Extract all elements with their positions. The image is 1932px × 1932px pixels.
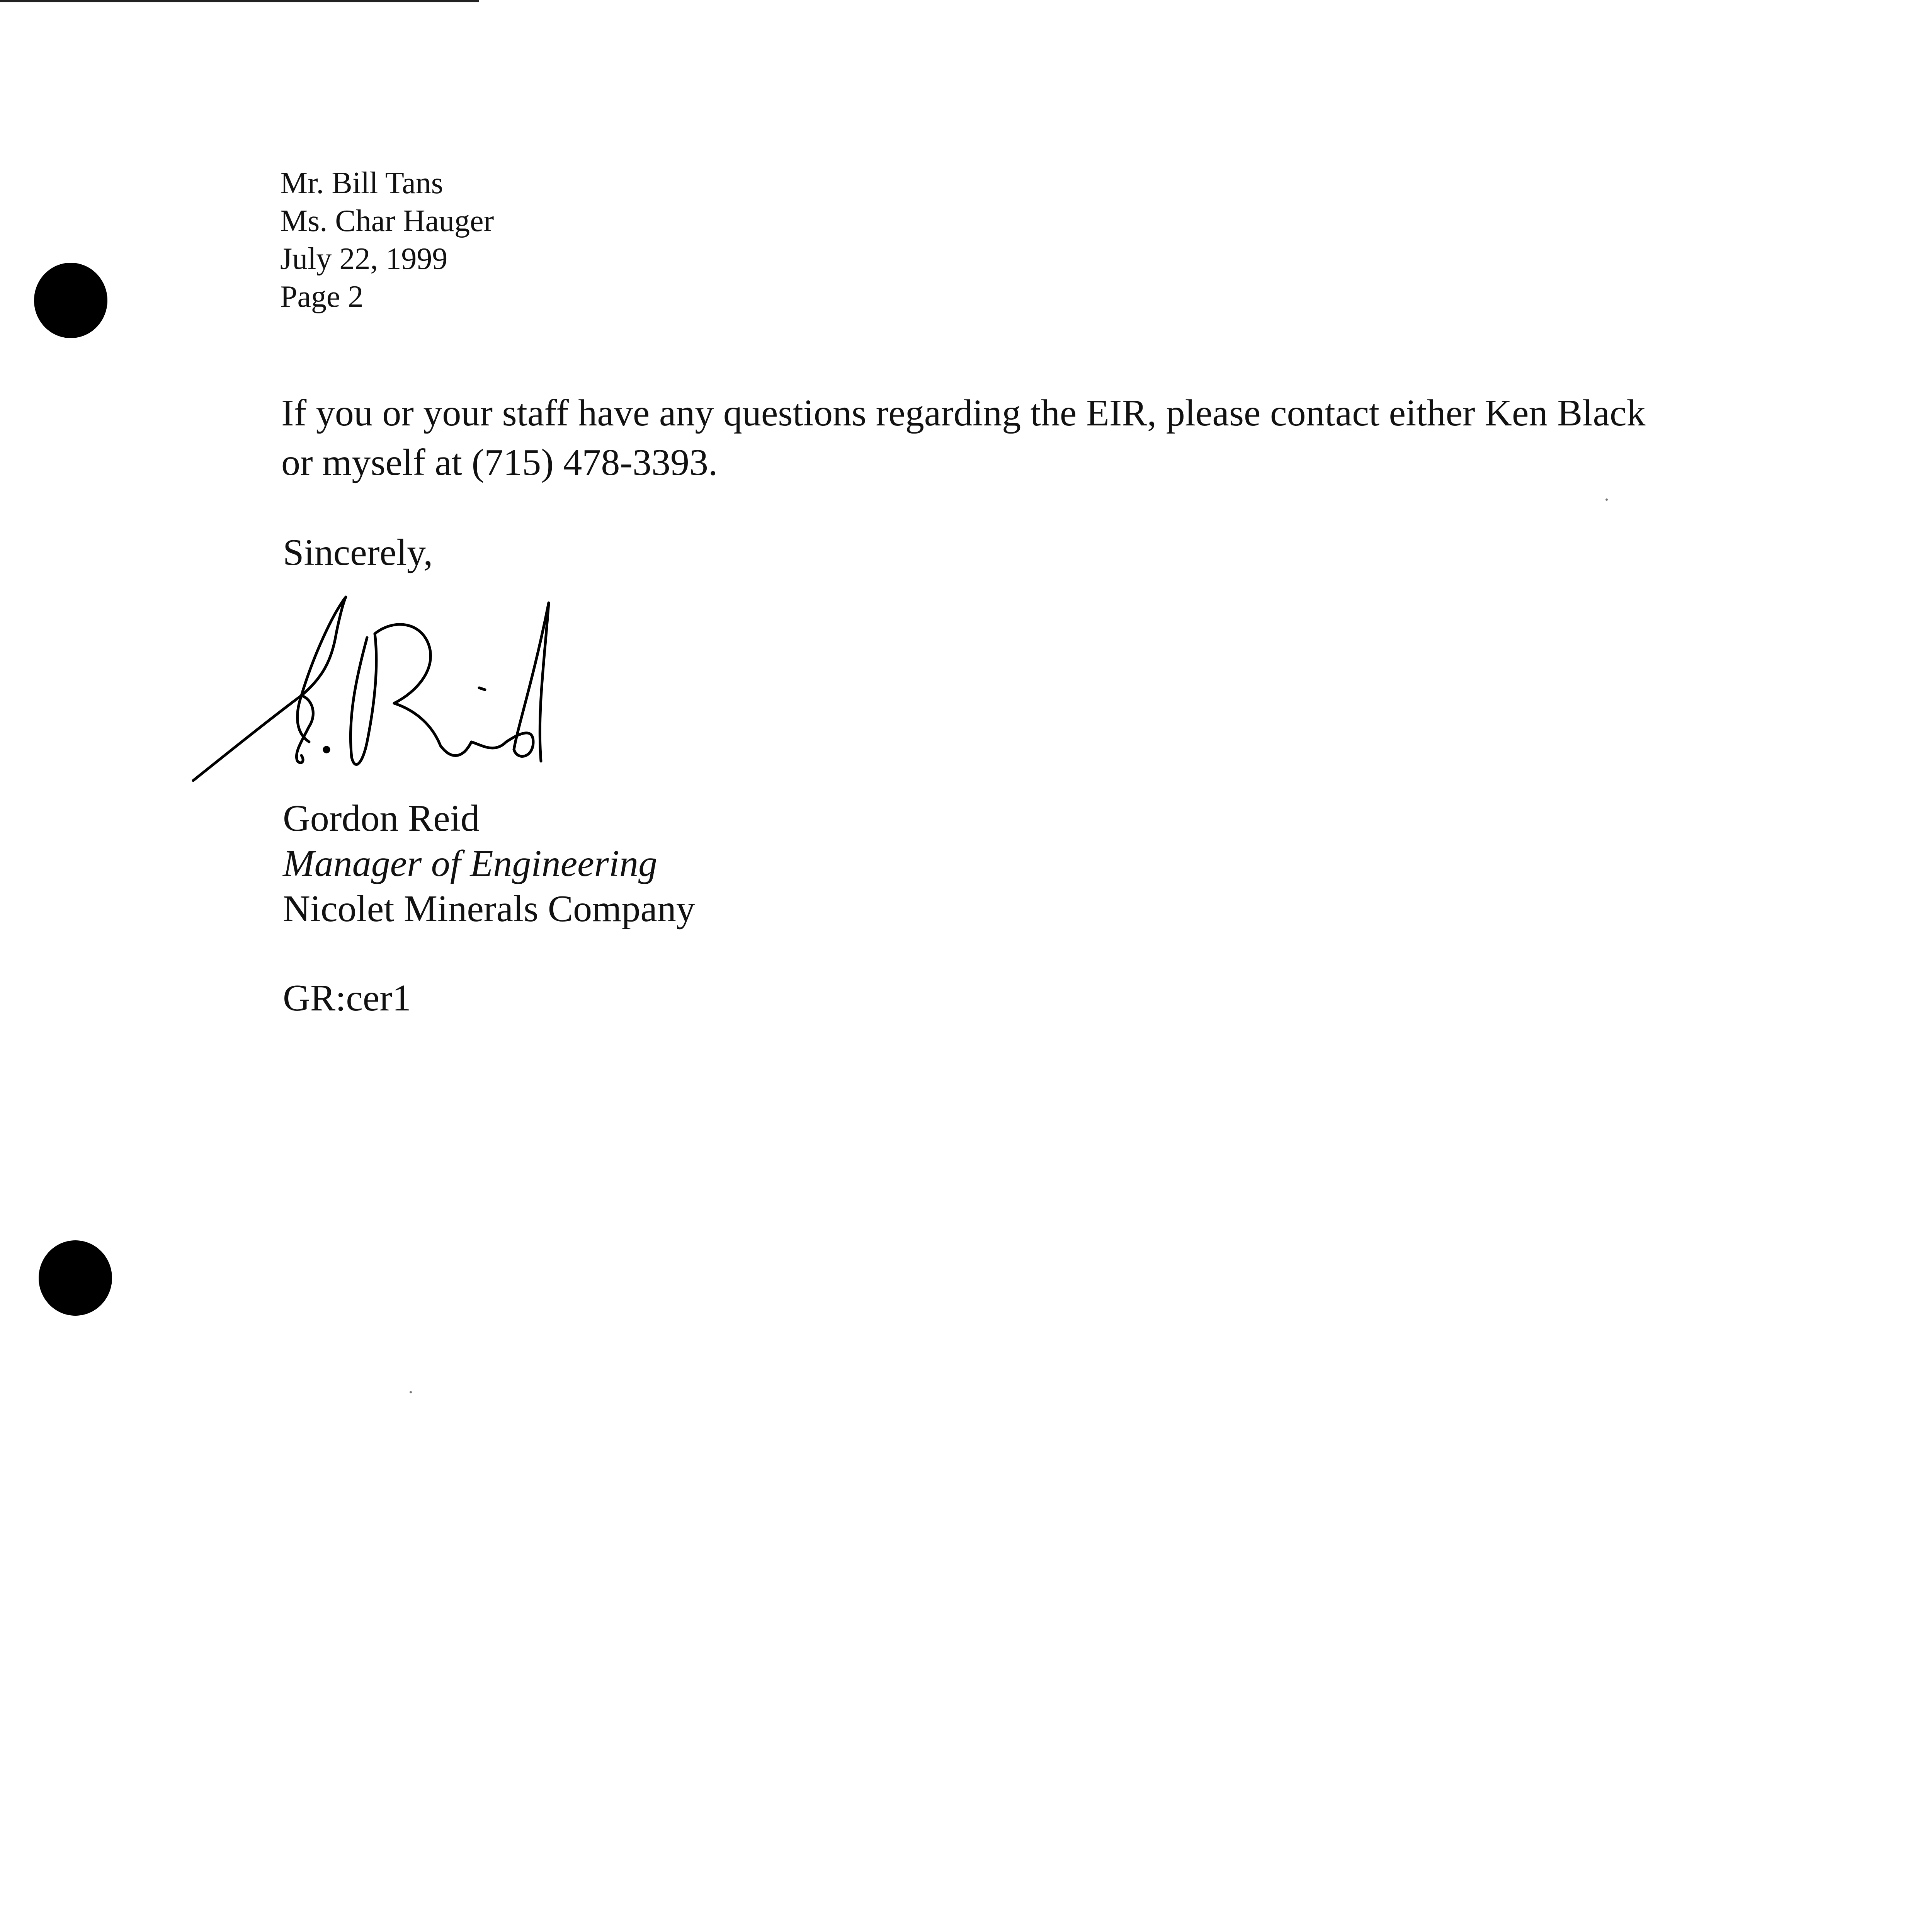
typist-initials: GR:cer1 xyxy=(283,977,411,1019)
recipient-line-1: Mr. Bill Tans xyxy=(280,166,443,200)
recipient-header-block xyxy=(280,164,494,316)
letter-date: July 22, 1999 xyxy=(280,242,448,276)
signatory-title: Manager of Engineering xyxy=(283,843,657,884)
body-paragraph: If you or your staff have any questions regarding the EIR, please contact either Ken Black or myself at (715) 478-3393. xyxy=(281,392,1646,483)
page-number: Page 2 xyxy=(280,280,364,314)
scan-speck xyxy=(1605,498,1608,501)
top-edge-rule xyxy=(0,0,479,2)
signatory-block xyxy=(283,796,695,932)
punch-hole-top xyxy=(34,263,107,338)
recipient-line-2: Ms. Char Hauger xyxy=(280,204,494,238)
signatory-name: Gordon Reid xyxy=(283,798,480,839)
handwritten-signature xyxy=(185,580,611,796)
signatory-company: Nicolet Minerals Company xyxy=(283,888,695,930)
scan-speck xyxy=(410,1391,412,1393)
closing-salutation: Sincerely, xyxy=(283,532,433,573)
punch-hole-middle xyxy=(39,1240,112,1316)
